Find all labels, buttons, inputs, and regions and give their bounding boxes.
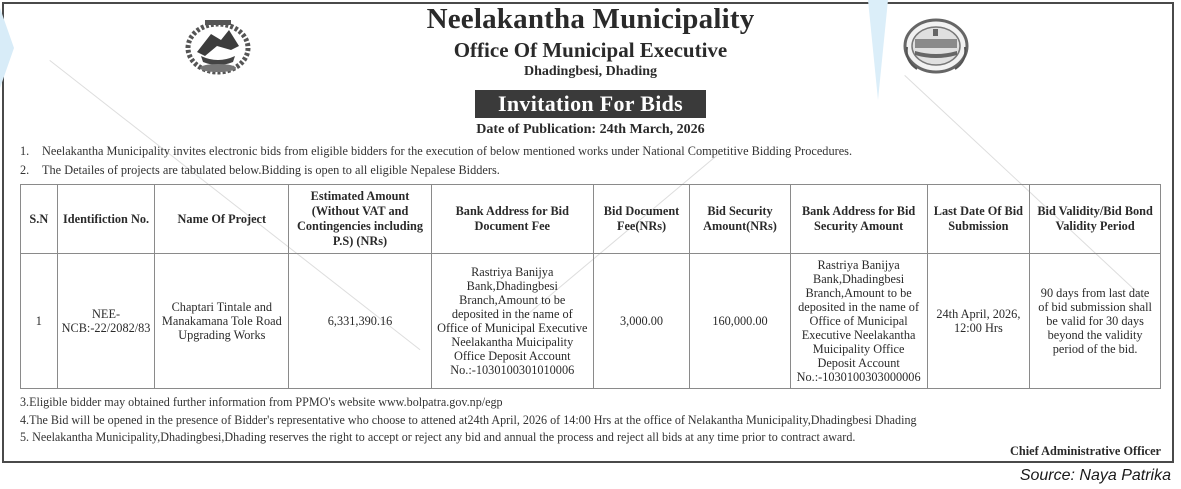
cell-last-date: 24th April, 2026, 12:00 Hrs	[927, 254, 1030, 389]
cell-identification-no: NEE-NCB:-22/2082/83	[57, 254, 155, 389]
intro-text: The Detailes of projects are tabulated below.Bidding is open to all eligible Nepalese Bidders.	[42, 163, 500, 177]
column-header-bid-security: Bid Security Amount(NRs)	[690, 185, 790, 254]
publication-date: Date of Publication: 24th March, 2026	[476, 122, 705, 137]
intro-text: Neelakantha Municipality invites electronic bids from eligible bidders for the execution of below mentioned works under National Competitive Bidding Procedures.	[42, 144, 853, 158]
intro-number: 1.	[20, 144, 30, 158]
column-header-validity: Bid Validity/Bid Bond Validity Period	[1030, 185, 1161, 254]
cell-validity: 90 days from last date of bid submission shall be valid for 30 days beyond the validity period of the bid.	[1030, 254, 1161, 389]
cell-sn: 1	[21, 254, 58, 389]
column-header-identification-no: Identifiction No.	[57, 185, 155, 254]
column-header-last-date: Last Date Of Bid Submission	[927, 185, 1030, 254]
cell-bank-security: Rastriya Banijya Bank,Dhadingbesi Branch,Amount to be deposited in the name of Office of Municipal Executive Neelakantha Muicipality Office Deposit Account No.:-1030100303000006	[790, 254, 927, 389]
intro-item	[20, 163, 500, 178]
column-header-estimated-amount: Estimated Amount (Without VAT and Contingencies including P.S) (NRs)	[289, 185, 432, 254]
table-row	[21, 254, 1161, 389]
intro-item	[20, 144, 852, 159]
cell-bid-security: 160,000.00	[690, 254, 790, 389]
office-subtitle: Office Of Municipal Executive	[453, 38, 728, 62]
cell-doc-fee: 3,000.00	[593, 254, 690, 389]
cell-project-name: Chaptari Tintale and Manakamana Tole Road Upgrading Works	[155, 254, 289, 389]
note-item: 3.Eligible bidder may obtained further information from PPMO's website www.bolpatra.gov.np/egp	[20, 395, 503, 409]
column-header-bank-security: Bank Address for Bid Security Amount	[790, 185, 927, 254]
note-item: 4.The Bid will be opened in the presence of Bidder's representative who choose to attened at24th April, 2026 of 14:00 Hrs at the office of Nelakantha Municipality,Dhadingbesi Dhading	[20, 413, 917, 427]
note-item: 5. Neelakantha Municipality,Dhadingbesi,Dhading reserves the right to accept or reject any bid and annual the process and reject all bids at any time prior to contract award.	[20, 430, 856, 444]
column-header-project-name: Name Of Project	[155, 185, 289, 254]
cell-estimated-amount: 6,331,390.16	[289, 254, 432, 389]
signatory-title: Chief Administrative Officer	[1010, 444, 1161, 458]
bids-table	[20, 184, 1161, 389]
source-credit: Source: Naya Patrika	[1019, 467, 1171, 484]
table-header-row	[21, 185, 1161, 254]
cell-bank-doc-fee: Rastriya Banijya Bank,Dhadingbesi Branch,Amount to be deposited in the name of Office of Municipal Executive Neelakantha Muicipality Office Deposit Account No.:-1030100301010006	[431, 254, 593, 389]
column-header-bank-doc-fee: Bank Address for Bid Document Fee	[431, 185, 593, 254]
organization-title: Neelakantha Municipality	[426, 3, 755, 35]
column-header-sn: S.N	[21, 185, 58, 254]
notice-title-banner: Invitation For Bids	[475, 90, 706, 118]
column-header-doc-fee: Bid Document Fee(NRs)	[593, 185, 690, 254]
intro-number: 2.	[20, 163, 30, 177]
location-subtitle: Dhadingbesi, Dhading	[523, 64, 658, 79]
